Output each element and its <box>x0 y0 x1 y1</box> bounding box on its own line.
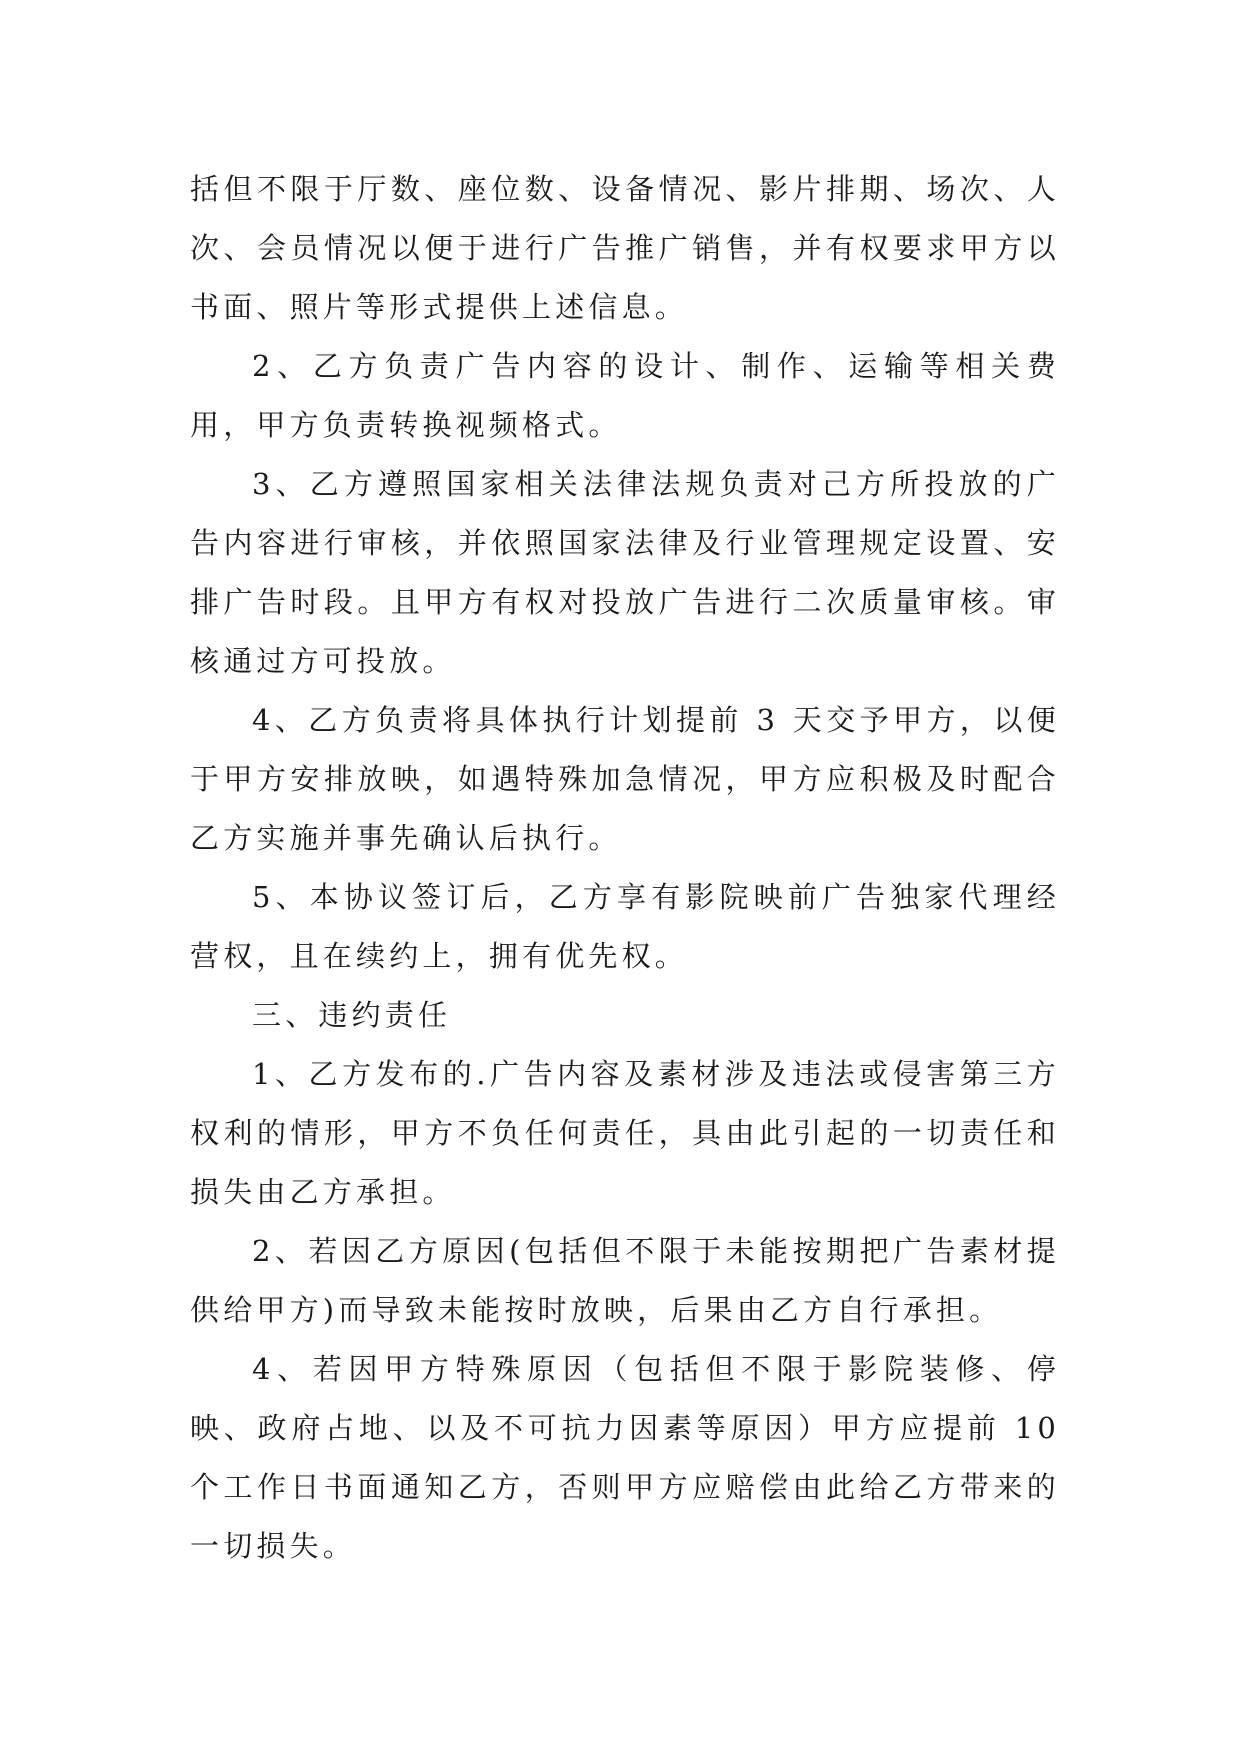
paragraph-liability-1: 1、乙方发布的.广告内容及素材涉及违法或侵害第三方权利的情形，甲方不负任何责任，具由此引起的一切责任和损失由乙方承担。 <box>190 1057 1060 1209</box>
paragraph-continuation: 括但不限于厅数、座位数、设备情况、影片排期、场次、人次、会员情况以便于进行广告推广销售，并有权要求甲方以书面、照片等形式提供上述信息。 <box>190 172 1060 324</box>
paragraph-liability-4: 4、若因甲方特殊原因（包括但不限于影院装修、停映、政府占地、以及不可抗力因素等原因）甲方应提前 10 个工作日书面通知乙方，否则甲方应赔偿由此给乙方带来的一切损失。 <box>190 1352 1060 1563</box>
paragraph-liability-2: 2、若因乙方原因(包括但不限于未能按期把广告素材提供给甲方)而导致未能按时放映，后果由乙方自行承担。 <box>190 1234 1060 1327</box>
paragraph-clause-4: 4、乙方负责将具体执行计划提前 3 天交予甲方，以便于甲方安排放映，如遇特殊加急情况，甲方应积极及时配合乙方实施并事先确认后执行。 <box>190 703 1060 855</box>
paragraph-clause-5: 5、本协议签订后，乙方享有影院映前广告独家代理经营权，且在续约上，拥有优先权。 <box>190 880 1060 973</box>
paragraph-clause-3: 3、乙方遵照国家相关法律法规负责对己方所投放的广告内容进行审核，并依照国家法律及行业管理规定设置、安排广告时段。且甲方有权对投放广告进行二次质量审核。审核通过方可投放。 <box>190 467 1060 678</box>
paragraph-clause-2: 2、乙方负责广告内容的设计、制作、运输等相关费用，甲方负责转换视频格式。 <box>190 349 1060 442</box>
document-body <box>190 160 1060 1576</box>
section-heading-breach-liability: 三、违约责任 <box>252 998 452 1032</box>
